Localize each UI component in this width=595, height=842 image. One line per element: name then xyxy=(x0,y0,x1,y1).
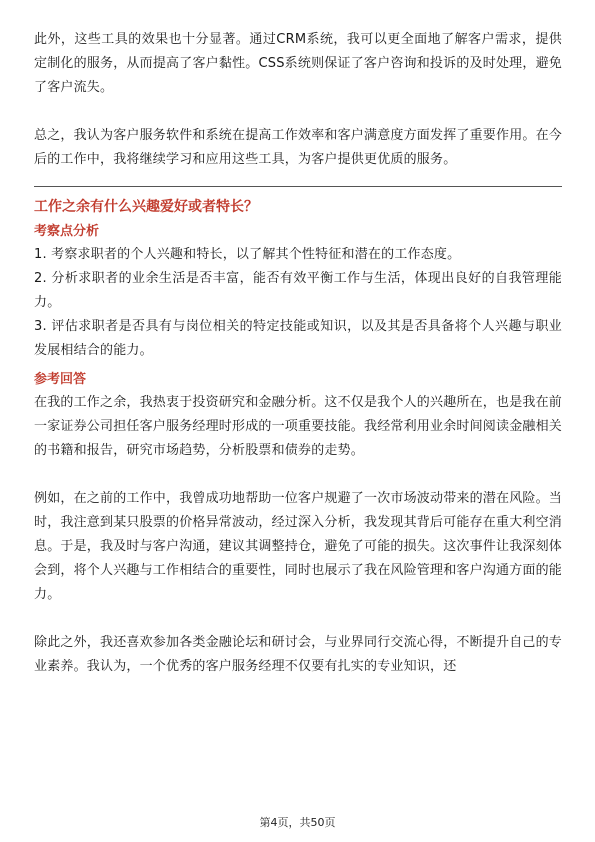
answer-paragraph: 例如，在之前的工作中，我曾成功地帮助一位客户规避了一次市场波动带来的潜在风险。当时，我注意到某只股票的价格异常波动，经过深入分析，我发现其背后可能存在重大利空消息。于是，我及时与客户沟通，建议其调整持仓，避免了可能的损失。这次事件让我深刻体会到，将个人兴趣与工作相结合的重要性，同时也展示了我在风险管理和客户沟通方面的能力。 xyxy=(34,491,563,602)
section-divider xyxy=(34,186,562,187)
analysis-list xyxy=(34,243,562,363)
analysis-item: 3. 评估求职者是否具有与岗位相关的特定技能或知识，以及其是否具备将个人兴趣与职业发展相结合的能力。 xyxy=(34,319,562,358)
intro-paragraph: 总之，我认为客户服务软件和系统在提高工作效率和客户满意度方面发挥了重要作用。在今后的工作中，我将继续学习和应用这些工具，为客户提供更优质的服务。 xyxy=(34,128,563,167)
analysis-item: 2. 分析求职者的业余生活是否丰富，能否有效平衡工作与生活，体现出良好的自我管理能力。 xyxy=(34,271,562,310)
paragraph-gap xyxy=(34,607,562,631)
document-page xyxy=(34,28,562,679)
page-footer: 第4页，共50页 xyxy=(259,816,336,829)
question-heading: 工作之余有什么兴趣爱好或者特长？ xyxy=(34,199,258,215)
answer-heading: 参考回答 xyxy=(34,372,87,387)
answer-paragraph: 在我的工作之余，我热衷于投资研究和金融分析。这不仅是我个人的兴趣所在，也是我在前一家证券公司担任客户服务经理时形成的一项重要技能。我经常利用业余时间阅读金融相关的书籍和报告，研究市场趋势，分析股票和债券的走势。 xyxy=(34,395,563,458)
paragraph-gap xyxy=(34,463,562,487)
analysis-item: 1. 考察求职者的个人兴趣和特长，以了解其个性特征和潜在的工作态度。 xyxy=(34,247,461,262)
paragraph-gap xyxy=(34,100,562,124)
intro-paragraph: 此外，这些工具的效果也十分显著。通过CRM系统，我可以更全面地了解客户需求，提供定制化的服务，从而提高了客户黏性。CSS系统则保证了客户咨询和投诉的及时处理，避免了客户流失。 xyxy=(34,32,562,95)
answer-paragraph: 除此之外，我还喜欢参加各类金融论坛和研讨会，与业界同行交流心得，不断提升自己的专业素养。我认为，一个优秀的客户服务经理不仅要有扎实的专业知识，还 xyxy=(34,635,563,674)
analysis-heading: 考察点分析 xyxy=(34,224,100,239)
